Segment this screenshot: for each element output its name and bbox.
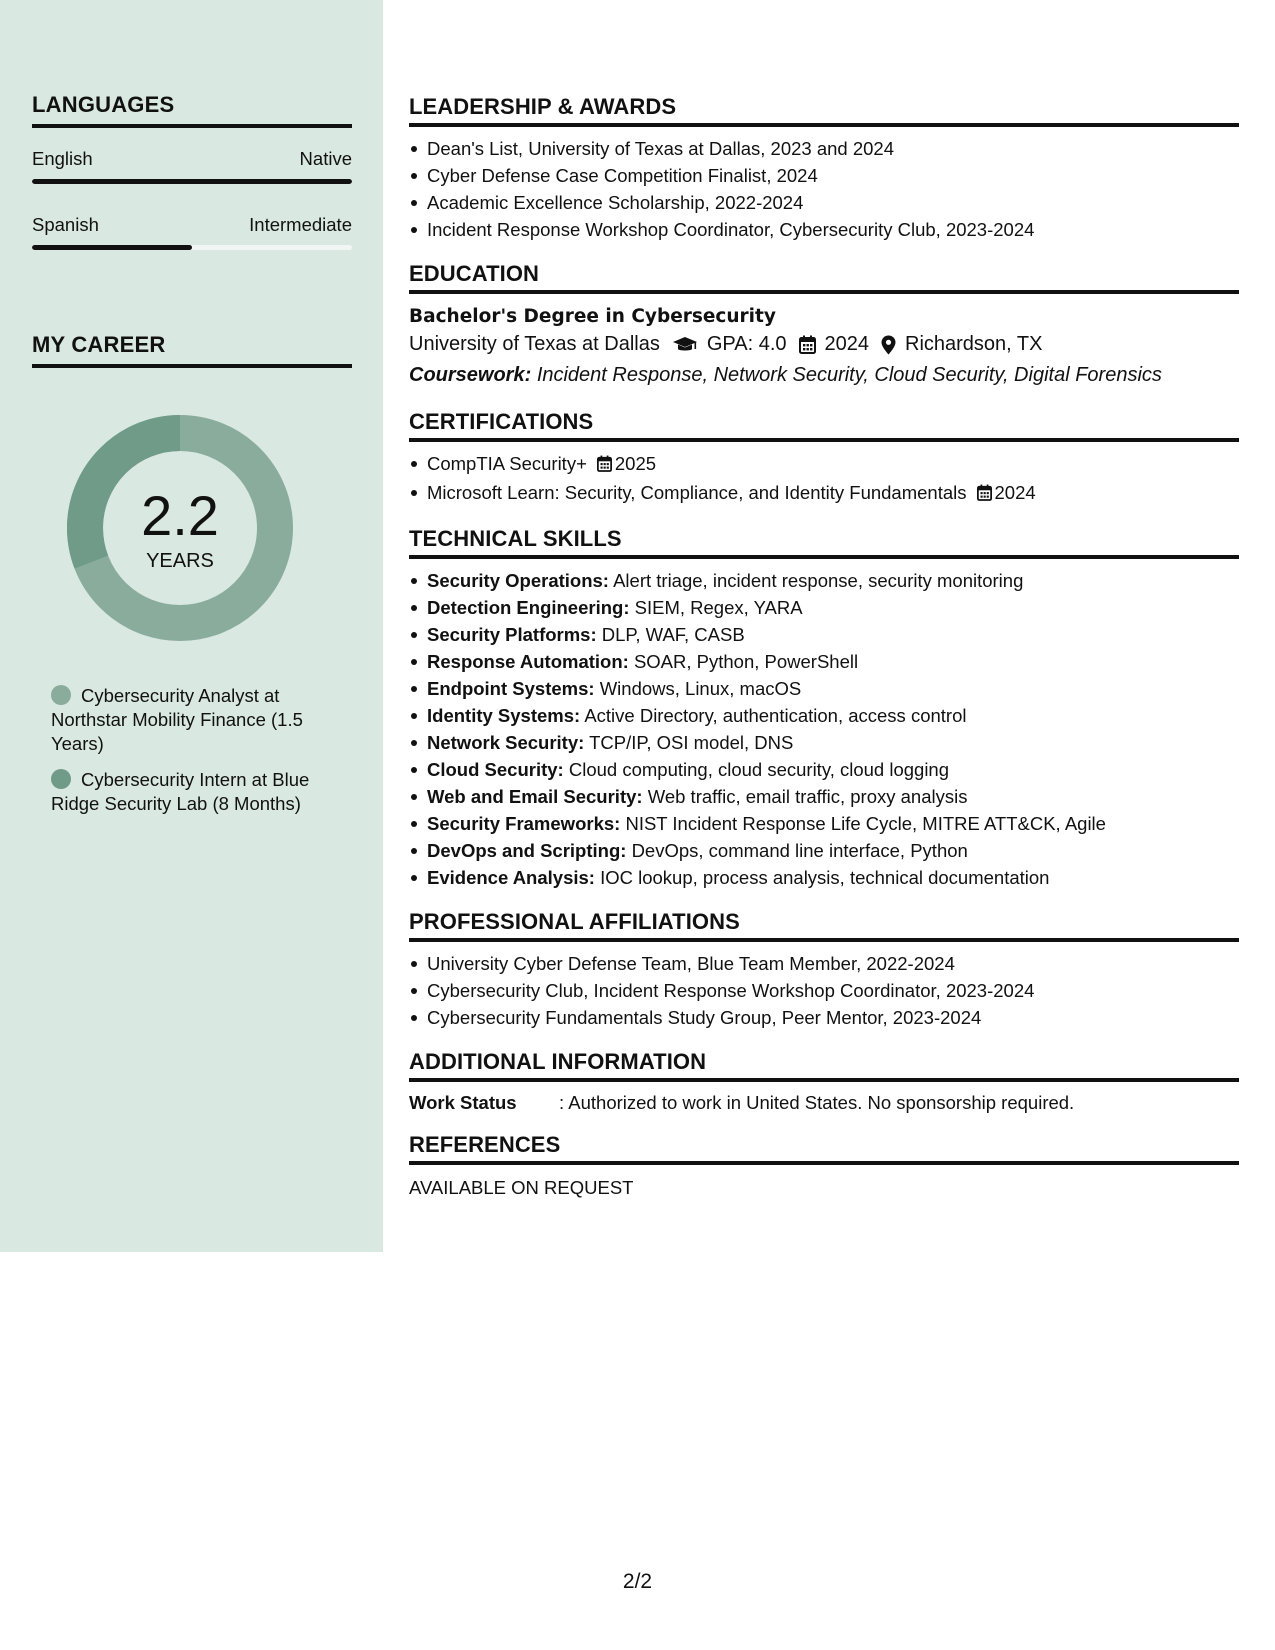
career-heading: MY CAREER [32,332,352,368]
skill-label: Detection Engineering: [427,597,630,618]
skill-label: Web and Email Security: [427,786,643,807]
languages-heading: LANGUAGES [32,92,352,128]
language-proficiency-fill [32,179,352,184]
certification-year: 2024 [994,482,1036,503]
legend-dot [51,769,71,789]
skill-value: DLP, WAF, CASB [601,624,745,645]
skill-label: Identity Systems: [427,705,581,726]
career-total-unit: YEARS [146,550,214,572]
language-name: English [32,148,93,169]
certifications-section [409,409,1239,508]
degree-title: Bachelor's Degree in Cybersecurity [409,306,776,327]
education-details [409,333,1239,356]
skill-label: DevOps and Scripting: [427,840,627,861]
calendar-icon [799,335,816,354]
coursework-list: Incident Response, Network Security, Cloud Security, Digital Forensics [536,364,1162,386]
school-location: Richardson, TX [905,333,1043,355]
list-item [409,479,1239,508]
language-row [32,214,352,236]
certification-name: CompTIA Security+ [427,453,587,474]
list-item [409,675,1239,702]
references-heading: REFERENCES [409,1132,1239,1165]
certifications-heading: CERTIFICATIONS [409,409,1239,442]
calendar-icon [597,452,612,479]
career-donut-chart [66,414,294,642]
leadership-heading: LEADERSHIP & AWARDS [409,94,1239,127]
list-item: Cybersecurity Club, Incident Response Workshop Coordinator, 2023-2024 [409,977,1239,1004]
list-item [409,594,1239,621]
list-item: Dean's List, University of Texas at Dallas, 2023 and 2024 [409,135,1239,162]
language-proficiency-fill [32,245,192,250]
skills-section [409,526,1239,891]
list-item [409,621,1239,648]
list-item [409,567,1239,594]
additional-info-section [409,1049,1239,1114]
career-section [32,332,352,368]
language-row [32,148,352,170]
skill-value: NIST Incident Response Life Cycle, MITRE ATT&CK, Agile [625,813,1106,834]
references-section [409,1132,1239,1199]
affiliations-section [409,909,1239,1031]
list-item [409,702,1239,729]
list-item [409,864,1239,891]
career-total-value: 2.2 [141,484,219,547]
skill-value: Windows, Linux, macOS [599,678,802,699]
skill-label: Response Automation: [427,651,629,672]
list-item [409,756,1239,783]
coursework [409,364,1239,387]
leadership-section [409,94,1239,243]
skills-list [409,567,1239,891]
main-content [409,94,1239,1217]
coursework-label: Coursework: [409,364,532,386]
skill-value: Web traffic, email traffic, proxy analysis [647,786,968,807]
language-level: Intermediate [249,214,352,235]
references-text: AVAILABLE ON REQUEST [409,1177,634,1198]
certification-year: 2025 [614,453,657,474]
legend-label: Cybersecurity Analyst at Northstar Mobility Finance (1.5 Years) [51,685,303,754]
work-status-row [409,1092,1239,1114]
skill-value: DevOps, command line interface, Python [631,840,968,861]
list-item: Incident Response Workshop Coordinator, Cybersecurity Club, 2023-2024 [409,216,1239,243]
list-item [409,729,1239,756]
skill-label: Security Operations: [427,570,609,591]
skill-value: Active Directory, authentication, access control [584,705,967,726]
skill-label: Security Platforms: [427,624,597,645]
work-status-value: : Authorized to work in United States. No sponsorship required. [559,1092,1075,1113]
gpa: GPA: 4.0 [706,333,787,355]
list-item: Cybersecurity Fundamentals Study Group, Peer Mentor, 2023-2024 [409,1004,1239,1031]
skill-label: Network Security: [427,732,585,753]
list-item [409,648,1239,675]
leadership-list [409,135,1239,243]
list-item: University Cyber Defense Team, Blue Team Member, 2022-2024 [409,950,1239,977]
skill-value: SOAR, Python, PowerShell [633,651,859,672]
skill-value: Cloud computing, cloud security, cloud logging [568,759,950,780]
education-heading: EDUCATION [409,261,1239,294]
legend-dot [51,685,71,705]
list-item [409,837,1239,864]
work-status-label: Work Status [409,1092,517,1113]
calendar-icon [977,481,992,508]
affiliations-list [409,950,1239,1031]
career-legend [51,684,326,828]
list-item [409,450,1239,479]
legend-item [51,768,326,816]
education-section [409,261,1239,387]
skill-value: TCP/IP, OSI model, DNS [589,732,794,753]
language-level: Native [299,148,352,169]
page-number: 2/2 [622,1570,653,1593]
certifications-list [409,450,1239,508]
languages-section [32,92,352,250]
skill-label: Evidence Analysis: [427,867,595,888]
skill-label: Cloud Security: [427,759,564,780]
graduation-cap-icon [672,336,698,354]
list-item: Academic Excellence Scholarship, 2022-2024 [409,189,1239,216]
list-item: Cyber Defense Case Competition Finalist, 2024 [409,162,1239,189]
skill-value: IOC lookup, process analysis, technical documentation [600,867,1050,888]
additional-info-heading: ADDITIONAL INFORMATION [409,1049,1239,1082]
skill-label: Security Frameworks: [427,813,621,834]
language-name: Spanish [32,214,99,235]
legend-label: Cybersecurity Intern at Blue Ridge Security Lab (8 Months) [51,769,310,814]
list-item [409,783,1239,810]
school-name: University of Texas at Dallas [409,333,660,355]
legend-item [51,684,326,756]
map-pin-icon [881,335,896,355]
graduation-year: 2024 [824,333,870,355]
skill-label: Endpoint Systems: [427,678,595,699]
language-proficiency-bar [32,245,352,250]
sidebar [0,0,383,1252]
list-item [409,810,1239,837]
language-proficiency-bar [32,179,352,184]
skills-heading: TECHNICAL SKILLS [409,526,1239,559]
skill-value: Alert triage, incident response, security monitoring [613,570,1024,591]
affiliations-heading: PROFESSIONAL AFFILIATIONS [409,909,1239,942]
skill-value: SIEM, Regex, YARA [634,597,803,618]
certification-name: Microsoft Learn: Security, Compliance, and Identity Fundamentals [427,482,967,503]
